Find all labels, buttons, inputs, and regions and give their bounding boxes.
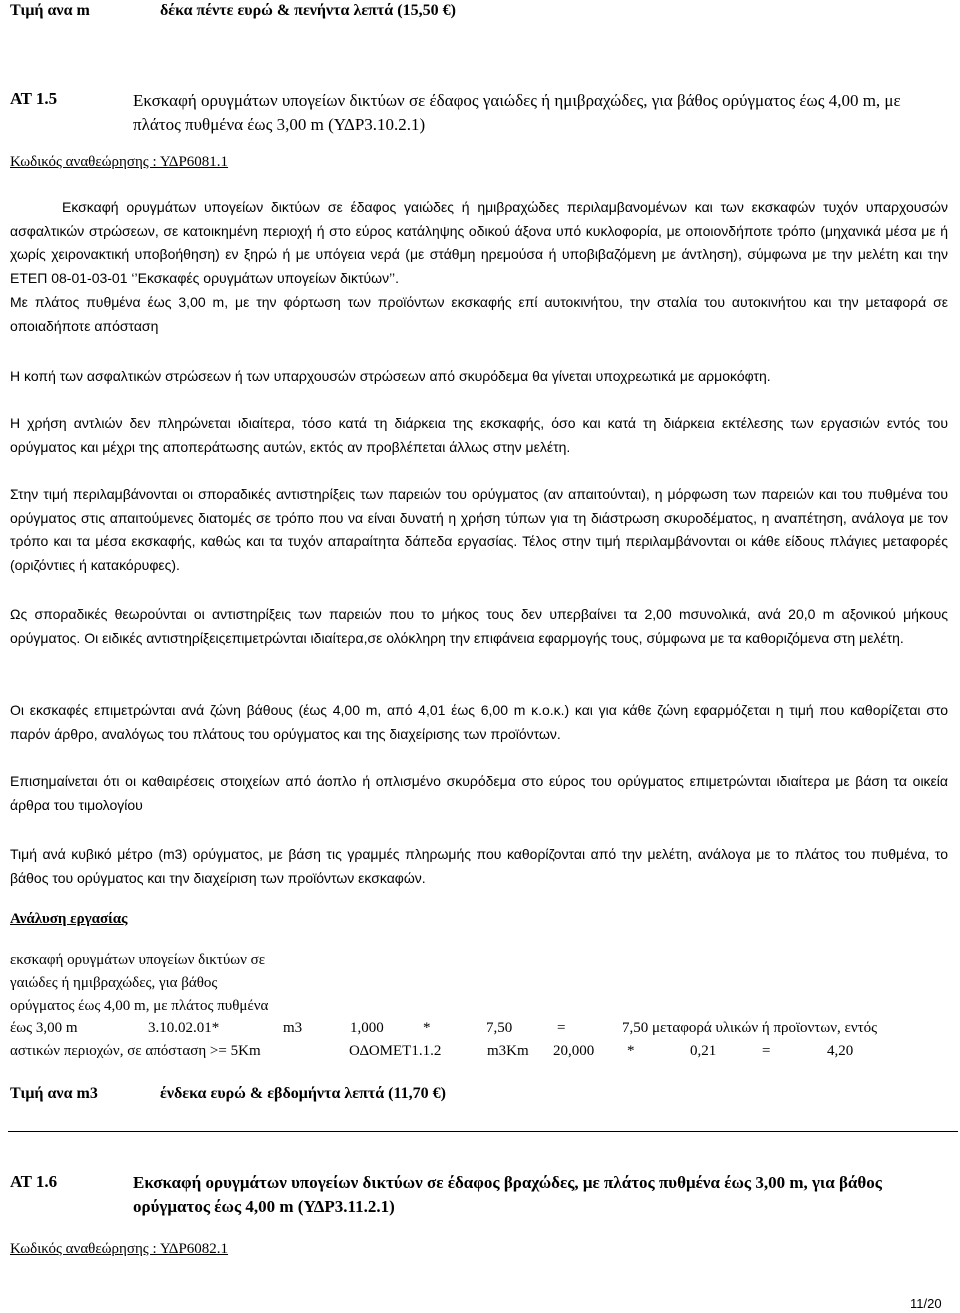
paragraph-width: Με πλάτος πυθμένα έως 3,00 m, με την φόρτωση των προϊόντων εκσκαφής επί αυτοκινήτου, την σταλία του αυτοκινήτου και την μεταφορά σε οποιαδήποτε απόσταση xyxy=(10,294,948,334)
analysis-row1-qty: 1,000 xyxy=(350,1020,384,1036)
page-number: 11/20 xyxy=(910,1296,942,1311)
paragraph-supports: Ως σποραδικές θεωρούνται οι αντιστηρίξεις των παρειών που το μήκος τους δεν υπερβαίνει τα 2,00 mσυνολικά, ανά 20,0 m αξονικού μήκους ορύγματος. Οι ειδικές αντιστηρίξειςεπιμετρώνται ιδιαίτερα,σε ολόκληρη την επιφάνεια εφαρμογής τους, σύμφωνα με τα καθοριζόμενα στη μελέτη. xyxy=(10,606,948,646)
item-code-1-5: ΑΤ 1.5 xyxy=(10,89,58,108)
analysis-row1-unit: m3 xyxy=(283,1020,303,1036)
analysis-desc-line: ορύγματος έως 4,00 m, με πλάτος πυθμένα xyxy=(10,998,269,1014)
analysis-row2-text: αστικών περιοχών, σε απόσταση >= 5Km xyxy=(10,1043,261,1059)
item-price-text: ένδεκα ευρώ & εβδομήντα λεπτά (11,70 €) xyxy=(160,1085,446,1102)
paragraph-unit-price: Τιμή ανά κυβικό μέτρο (m3) ορύγματος, με βάση τις γραμμές πληρωμής που καθορίζονται από την μελέτη, ανάλογα με το πλάτος του πυθμένα, το βάθος του ορύγματος και την διαχείριση των προϊόντων εκσκαφών. xyxy=(10,846,948,886)
paragraph-demolitions: Επισημαίνεται ότι οι καθαιρέσεις στοιχείων από άοπλο ή οπλισμένο σκυρόδεμα στο εύρος του ορύγματος επιμετρώνται ιδιαίτερα με βάση τα οικεία άρθρα του τιμολογίου xyxy=(10,773,948,813)
paragraph-included: Στην τιμή περιλαμβάνονται οι σποραδικές αντιστηρίξεις των παρειών του ορύγματος (αν απαιτούνται), η μόρφωση των παρειών και του πυθμένα του ορύγματος στις απαιτούμενες διατομές σε τρόπο που να είναι δυνατή η χρήση τύπων για τη διάστρωση σκυροδέματος, η αναπέτηση, ανάλογα με τον τρόπο και τα μέσα εκσκαφής, καθώς και τα τυχόν απαραίτητα δάπεδα εργασίας. Τέλος στην τιμή περιλαμβάνονται οι κάθε είδους πλάγιες μεταφορές (οριζόντιες ή κατακόρυφες). xyxy=(10,486,948,573)
analysis-row2-total: 4,20 xyxy=(827,1043,854,1059)
analysis-row2-op: * xyxy=(627,1043,635,1059)
analysis-desc-line: εκσκαφή ορυγμάτων υπογείων δικτύων σε xyxy=(10,952,266,968)
item-title-1-6: Εκσκαφή ορυγμάτων υπογείων δικτύων σε έδαφος βραχώδες, με πλάτος πυθμένα έως 3,00 m, για βάθος ορύγματος έως 4,00 m (ΥΔΡ3.11.2.1) xyxy=(133,1173,882,1216)
analysis-row1-total: 7,50 xyxy=(622,1020,649,1036)
analysis-row2-price: 0,21 xyxy=(690,1043,717,1059)
paragraph-pumps: Η χρήση αντλιών δεν πληρώνεται ιδιαίτερα, τόσο κατά τη διάρκεια της εκσκαφής, όσο και κατά τη διάρκεια εκτέλεσης των εργασιών εντός του ορύγματος και μέχρι της αποπεράτωσης αυτών, εκτός αν προβλέπεται άλλως στην μελέτη. xyxy=(10,415,948,455)
analysis-heading: Ανάλυση εργασίας xyxy=(10,911,128,927)
analysis-row2-qty: 20,000 xyxy=(553,1043,595,1059)
item-price-label: Τιμή ανα m3 xyxy=(10,1085,98,1102)
item-title-1-5: Εκσκαφή ορυγμάτων υπογείων δικτύων σε έδαφος γαιώδες ή ημιβραχώδες, για βάθος ορύγματος έως 4,00 m, με πλάτος πυθμένα έως 3,00 m (ΥΔΡ3.10.2.1) xyxy=(133,91,901,134)
item-code-1-6: ΑΤ 1.6 xyxy=(10,1172,58,1191)
analysis-desc-line: γαιώδες ή ημιβραχώδες, για βάθος xyxy=(10,975,218,991)
analysis-row1-code: 3.10.02.01* xyxy=(148,1020,220,1036)
top-price-label: Τιμή ανα m xyxy=(10,2,90,19)
analysis-row2-code: ΟΔΟΜΕΤ1.1.2 xyxy=(349,1043,442,1059)
analysis-row1-price: 7,50 xyxy=(486,1020,513,1036)
analysis-row1-eq: = xyxy=(557,1020,566,1036)
paragraph-measurement: Οι εκσκαφές επιμετρώνται ανά ζώνη βάθους (έως 4,00 m, από 4,01 έως 6,00 m κ.ο.κ.) και για κάθε ζώνη εφαρμόζεται η τιμή που καθορίζεται στο παρόν άρθρο, αναλόγως του πλάτους του ορύγματος και της διαχείρισης των προϊόντων. xyxy=(10,702,948,742)
revision-code-1-6: Κωδικός αναθεώρησης : ΥΔΡ6082.1 xyxy=(10,1241,229,1257)
section-divider xyxy=(8,1131,958,1132)
analysis-row2-eq: = xyxy=(762,1043,771,1059)
analysis-row1-op: * xyxy=(423,1020,431,1036)
analysis-row2-unit: m3Km xyxy=(487,1043,529,1059)
analysis-row1-text: έως 3,00 m xyxy=(10,1020,78,1036)
analysis-row1-note: μεταφορά υλικών ή προϊοντων, εντός xyxy=(652,1020,878,1036)
paragraph-scope: Εκσκαφή ορυγμάτων υπογείων δικτύων σε έδαφος γαιώδες ή ημιβραχώδες περιλαμβανομένων και των εκσκαφών τυχόν υπαρχουσών ασφαλτικών στρώσεων, σε κατοικημένη περιοχή ή στο εύρος κατάληψης οδικού άξονα υπό κυκλοφορία, με οποιονδήποτε τρόπο (μηχανικά μέσα με ή χωρίς χειρονακτική υποβοήθηση) εν ξηρώ ή με υπόγεια νερά (με στάθμη ηρεμούσα ή υποβιβαζόμενη με άντληση), σύμφωνα με την μελέτη και την ΕΤΕΠ 08-01-03-01 ‘’Εκσκαφές ορυγμάτων υπογείων δικτύων’’. xyxy=(10,199,948,286)
revision-code-1-5: Κωδικός αναθεώρησης : ΥΔΡ6081.1 xyxy=(10,154,229,170)
paragraph-cutting: Η κοπή των ασφαλτικών στρώσεων ή των υπαρχουσών στρώσεων από σκυρόδεμα θα γίνεται υποχρεωτικά με αρμοκόφτη. xyxy=(10,368,771,384)
top-price-text: δέκα πέντε ευρώ & πενήντα λεπτά (15,50 €) xyxy=(160,2,456,19)
